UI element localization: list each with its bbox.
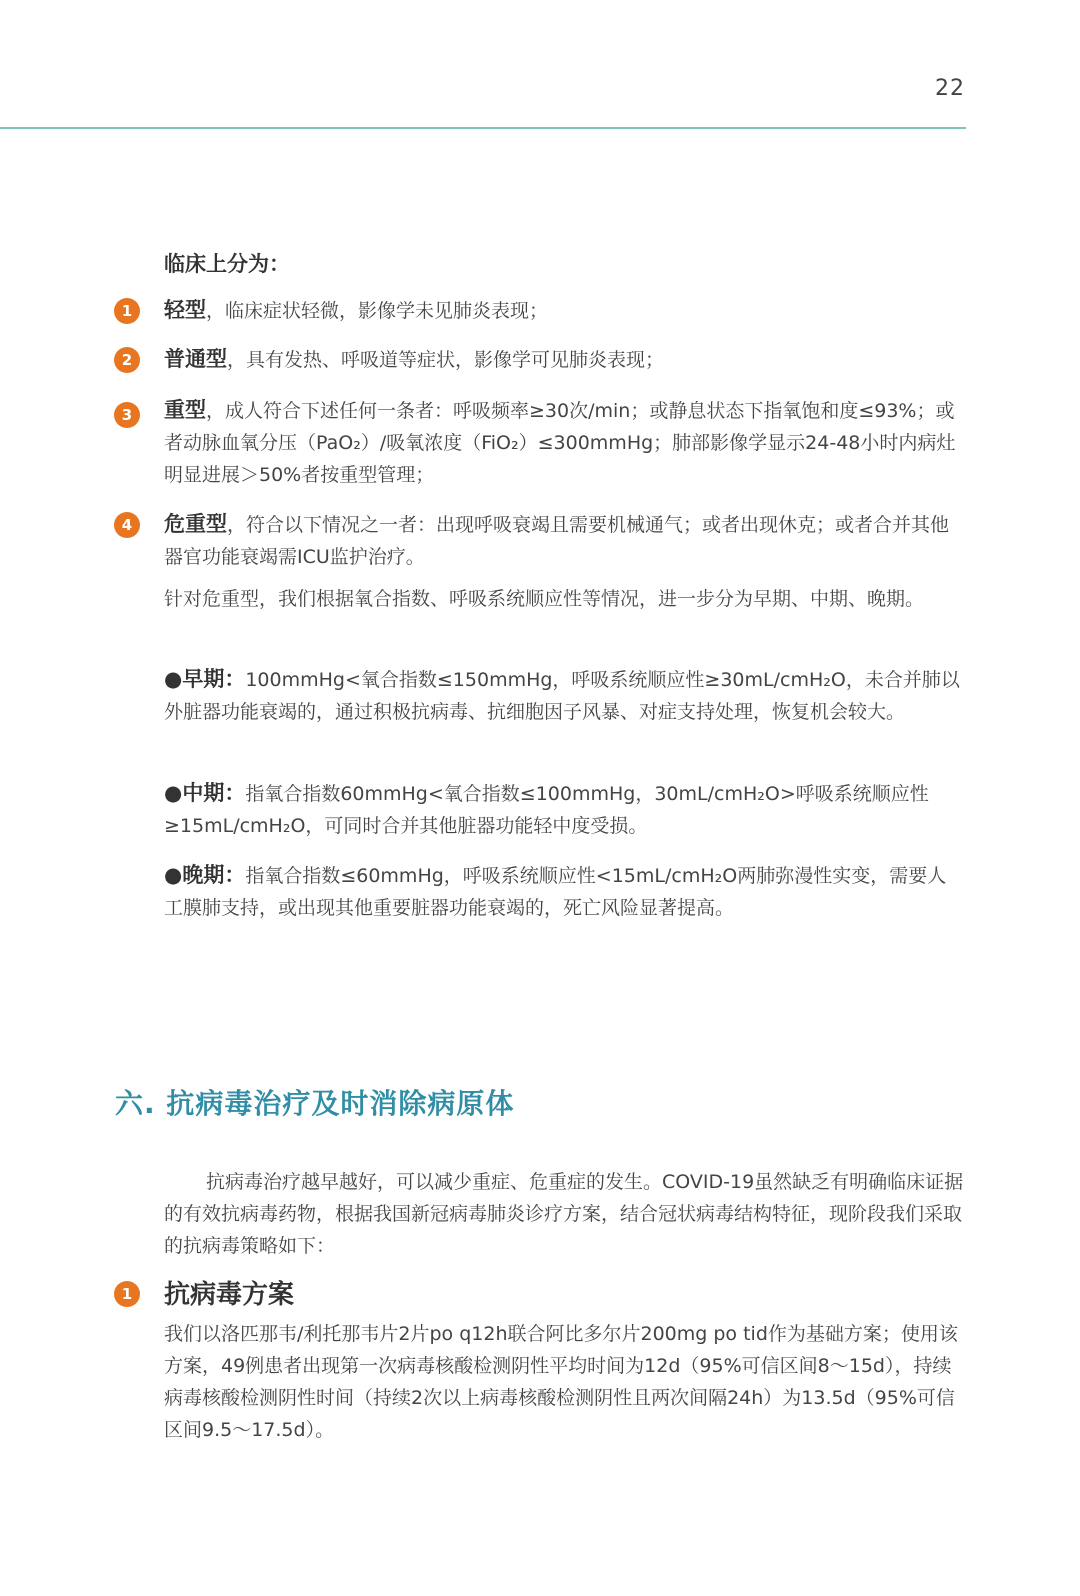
item-text: ，临床症状轻微，影像学未见肺炎表现； xyxy=(206,300,549,322)
classification-intro: 临床上分为： xyxy=(164,252,290,276)
number-badge-4: 4 xyxy=(114,512,140,538)
item-text: ，符合以下情况之一者：出现呼吸衰竭且需要机械通气；或者出现休克；或者合并其他器官功能衰竭需ICU监护治疗。 xyxy=(164,514,950,568)
stage-label: ●早期： xyxy=(164,667,246,691)
item-term: 轻型 xyxy=(164,298,206,322)
item-text: ，具有发热、呼吸道等症状，影像学可见肺炎表现； xyxy=(227,349,665,371)
sub-title: 抗病毒方案 xyxy=(164,1280,295,1310)
number-badge-sub-1: 1 xyxy=(114,1281,140,1307)
number-badge-2: 2 xyxy=(114,347,140,373)
page-number: 22 xyxy=(935,76,965,101)
item-text: ，成人符合下述任何一条者：呼吸频率≥30次/min；或静息状态下指氧饱和度≤93%；或者动脉血氧分压（PaO₂）/吸氧浓度（FiO₂）≤300mmHg；肺部影像学显示24-48小时内病灶明显进展＞50%者按重型管理； xyxy=(164,400,956,486)
critical-note: 针对危重型，我们根据氧合指数、呼吸系统顺应性等情况，进一步分为早期、中期、晚期。 xyxy=(164,588,925,610)
classification-item-common xyxy=(164,343,964,376)
section-intro: 抗病毒治疗越早越好，可以减少重症、危重症的发生。COVID-19虽然缺乏有明确临床证据的有效抗病毒药物，根据我国新冠病毒肺炎诊疗方案，结合冠状病毒结构特征，现阶段我们采取的抗病毒策略如下： xyxy=(164,1171,964,1257)
stage-early xyxy=(164,663,964,728)
item-term: 危重型 xyxy=(164,512,227,536)
item-term: 重型 xyxy=(164,398,206,422)
classification-item-critical xyxy=(164,508,964,573)
stage-text: 100mmHg<氧合指数≤150mmHg，呼吸系统顺应性≥30mL/cmH₂O，未合并肺以外脏器功能衰竭的，通过积极抗病毒、抗细胞因子风暴、对症支持处理，恢复机会较大。 xyxy=(164,669,960,723)
item-term: 普通型 xyxy=(164,347,227,371)
stage-label: ●中期： xyxy=(164,781,246,805)
number-badge-1: 1 xyxy=(114,298,140,324)
classification-item-severe xyxy=(164,394,964,491)
stage-label: ●晚期： xyxy=(164,863,246,887)
stage-text: 指氧合指数≤60mmHg，呼吸系统顺应性<15mL/cmH₂O两肺弥漫性实变，需要人工膜肺支持，或出现其他重要脏器功能衰竭的，死亡风险显著提高。 xyxy=(164,865,947,919)
stage-text: 指氧合指数60mmHg<氧合指数≤100mmHg，30mL/cmH₂O>呼吸系统顺应性≥15mL/cmH₂O，可同时合并其他脏器功能轻中度受损。 xyxy=(164,783,929,837)
section-title: 六. 抗病毒治疗及时消除病原体 xyxy=(115,1087,515,1120)
number-badge-3: 3 xyxy=(114,402,140,428)
stage-middle xyxy=(164,777,964,842)
stage-late xyxy=(164,859,964,924)
header-rule xyxy=(0,127,966,129)
antiviral-plan-text: 我们以洛匹那韦/利托那韦片2片po q12h联合阿比多尔片200mg po tid作为基础方案；使用该方案，49例患者出现第一次病毒核酸检测阴性平均时间为12d（95%可信区间8～15d），持续病毒核酸检测阴性时间（持续2次以上病毒核酸检测阴性且两次间隔24h）为13.5d（95%可信区间9.5～17.5d）。 xyxy=(164,1323,958,1441)
classification-item-mild xyxy=(164,294,964,327)
